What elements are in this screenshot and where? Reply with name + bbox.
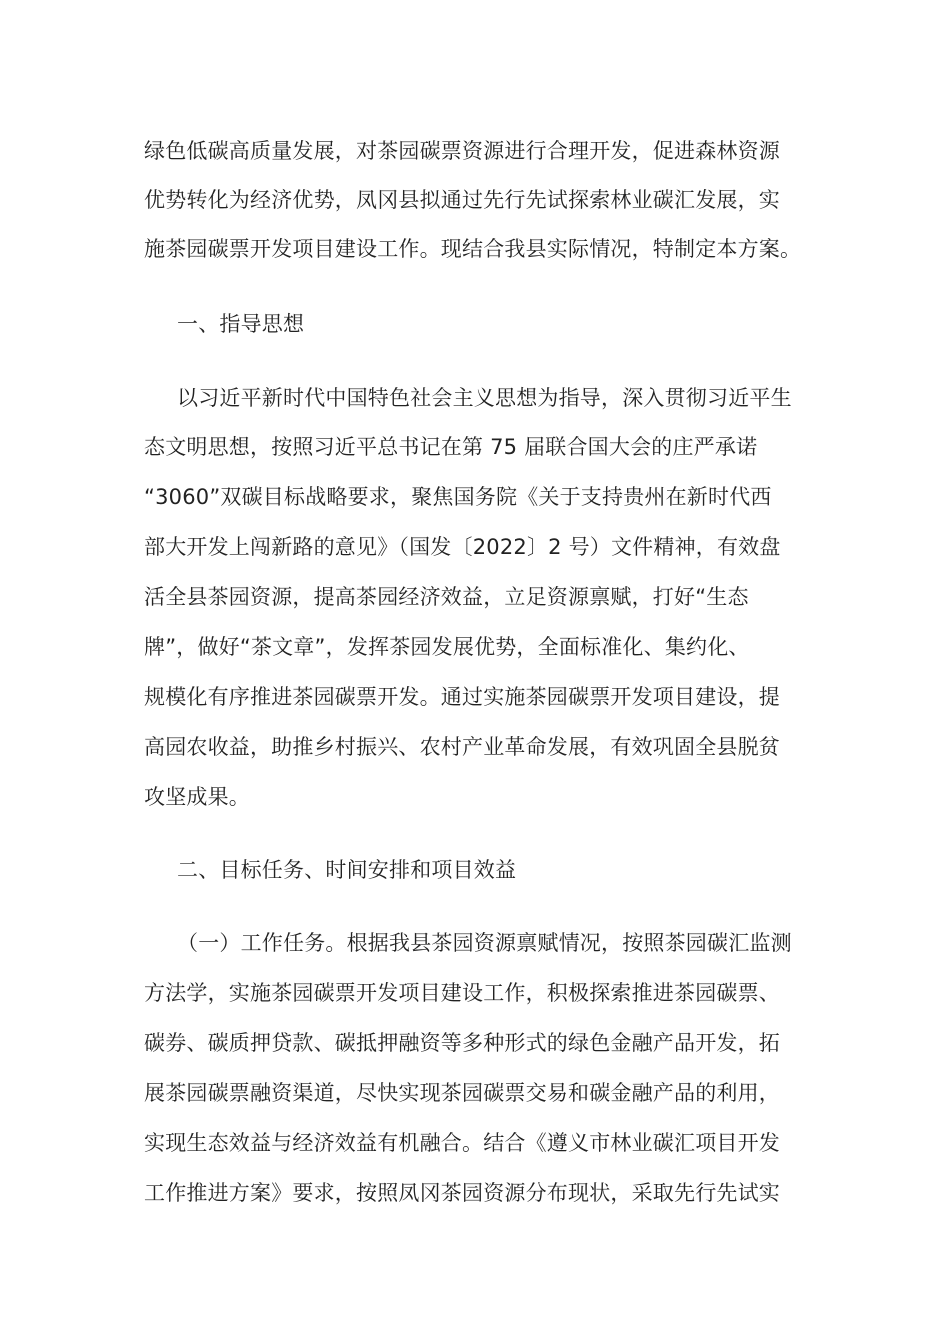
section2-line-1: （一）工作任务。根据我县茶园资源禀赋情况，按照茶园碳汇监测 (177, 931, 792, 955)
section2-line-6: 工作推进方案》要求，按照凤冈茶园资源分布现状，采取先行先试实 (144, 1181, 780, 1205)
intro-line-2: 优势转化为经济优势，凤冈县拟通过先行先试探索林业碳汇发展，实 (144, 188, 780, 212)
section1-line-2: 态文明思想，按照习近平总书记在第 75 届联合国大会的庄严承诺 (144, 435, 758, 459)
intro-line-1: 绿色低碳高质量发展，对茶园碳票资源进行合理开发，促进森林资源 (144, 139, 780, 163)
section1-line-4: 部大开发上闯新路的意见》（国发〔2022〕2 号）文件精神，有效盘 (144, 535, 781, 559)
section1-line-6: 牌”，做好“茶文章”，发挥茶园发展优势，全面标准化、集约化、 (144, 635, 750, 659)
section2-line-5: 实现生态效益与经济效益有机融合。结合《遵义市林业碳汇项目开发 (144, 1131, 780, 1155)
section2-line-2: 方法学，实施茶园碳票开发项目建设工作，积极探索推进茶园碳票、 (144, 981, 780, 1005)
section1-line-8: 高园农收益，助推乡村振兴、农村产业革命发展，有效巩固全县脱贫 (144, 735, 780, 759)
section1-line-9: 攻坚成果。 (144, 785, 250, 809)
section1-line-3: “3060”双碳目标战略要求，聚焦国务院《关于支持贵州在新时代西 (144, 485, 772, 509)
section-heading-goals-tasks: 二、目标任务、时间安排和项目效益 (177, 858, 517, 882)
intro-line-3: 施茶园碳票开发项目建设工作。现结合我县实际情况，特制定本方案。 (144, 237, 802, 261)
section2-line-4: 展茶园碳票融资渠道，尽快实现茶园碳票交易和碳金融产品的利用， (144, 1081, 780, 1105)
section-heading-guiding-ideology: 一、指导思想 (177, 312, 305, 336)
section1-line-1: 以习近平新时代中国特色社会主义思想为指导，深入贯彻习近平生 (177, 386, 792, 410)
section1-line-7: 规模化有序推进茶园碳票开发。通过实施茶园碳票开发项目建设，提 (144, 685, 780, 709)
section2-line-3: 碳券、碳质押贷款、碳抵押融资等多种形式的绿色金融产品开发，拓 (144, 1031, 780, 1055)
section1-line-5: 活全县茶园资源，提高茶园经济效益，立足资源禀赋，打好“生态 (144, 585, 749, 609)
